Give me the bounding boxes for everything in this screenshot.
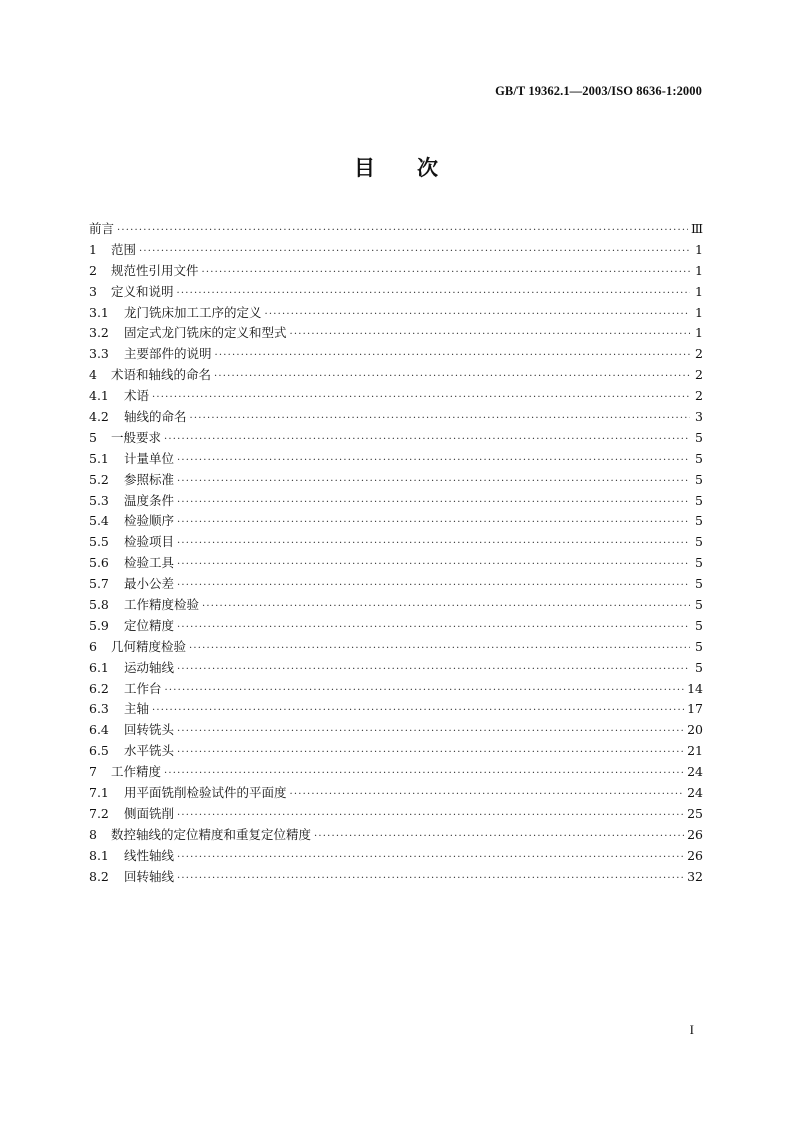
toc-entry-title: 计量单位 [124, 450, 175, 466]
toc-entry-page: 26 [687, 826, 703, 842]
toc-dot-leader [117, 221, 688, 242]
toc-entry-number: 3 [89, 283, 97, 299]
toc-entry-title: 定位精度 [124, 617, 175, 633]
toc-entry-number: 5.3 [89, 492, 109, 508]
toc-entry[interactable] [89, 867, 703, 888]
toc-entry[interactable] [89, 511, 703, 532]
toc-dot-leader [177, 493, 690, 514]
toc-entry-number: 6.3 [89, 701, 109, 717]
toc-entry-number: 5 [89, 429, 97, 445]
toc-entry-title: 定义和说明 [111, 283, 174, 299]
toc-entry-page: 25 [687, 805, 703, 821]
toc-entry-page: 20 [687, 722, 703, 738]
toc-entry-page: 24 [687, 764, 703, 780]
toc-dot-leader [177, 555, 690, 576]
toc-entry[interactable] [89, 532, 703, 553]
toc-entry-page: 5 [695, 597, 703, 613]
toc-entry[interactable] [89, 804, 703, 825]
toc-dot-leader [202, 597, 690, 618]
toc-entry-number: 6.4 [89, 722, 109, 738]
toc-entry-title: 工作精度检验 [124, 597, 200, 613]
toc-entry-title: 回转铣头 [124, 722, 175, 738]
toc-dot-leader [177, 743, 684, 764]
toc-entry-number: 1 [89, 241, 97, 257]
table-of-contents [89, 219, 703, 888]
toc-entry-page: 32 [687, 868, 703, 884]
toc-dot-leader [214, 367, 690, 388]
toc-entry-title: 数控轴线的定位精度和重复定位精度 [111, 826, 312, 842]
toc-entry-title: 运动轴线 [124, 659, 175, 675]
toc-entry[interactable] [89, 762, 703, 783]
toc-entry[interactable] [89, 407, 703, 428]
toc-dot-leader [189, 639, 690, 660]
toc-dot-leader [177, 534, 690, 555]
toc-entry-title: 水平铣头 [124, 743, 175, 759]
toc-entry-number: 7.1 [89, 785, 109, 801]
toc-entry-page: 24 [687, 785, 703, 801]
toc-entry-page: 5 [695, 450, 703, 466]
toc-entry[interactable] [89, 699, 703, 720]
toc-entry-title: 术语和轴线的命名 [111, 367, 212, 383]
toc-entry[interactable] [89, 219, 703, 240]
toc-dot-leader [177, 806, 684, 827]
toc-entry-page: 26 [687, 847, 703, 863]
toc-entry-title: 检验项目 [124, 534, 175, 550]
toc-dot-leader [190, 409, 690, 430]
toc-entry-page: 5 [695, 471, 703, 487]
toc-entry-page: 5 [695, 617, 703, 633]
toc-dot-leader [177, 472, 690, 493]
toc-entry-page: 1 [695, 325, 703, 341]
toc-entry[interactable] [89, 323, 703, 344]
toc-entry-number: 2 [89, 262, 97, 278]
toc-entry-number: 7.2 [89, 805, 109, 821]
toc-entry-page: 2 [695, 367, 703, 383]
toc-entry-page: 17 [687, 701, 703, 717]
toc-dot-leader [177, 848, 684, 869]
toc-entry-number: 3.3 [89, 346, 109, 362]
toc-dot-leader [215, 346, 690, 367]
toc-dot-leader [164, 764, 684, 785]
toc-entry-page: 2 [695, 346, 703, 362]
toc-entry-title: 工作台 [124, 680, 162, 696]
toc-entry-page: 1 [695, 241, 703, 257]
toc-entry[interactable] [89, 365, 703, 386]
toc-entry-title: 侧面铣削 [124, 805, 175, 821]
toc-entry-page: 5 [695, 576, 703, 592]
toc-entry[interactable] [89, 825, 703, 846]
toc-entry-number: 6 [89, 638, 97, 654]
toc-dot-leader [177, 722, 684, 743]
toc-entry-title: 回转轴线 [124, 868, 175, 884]
toc-entry-title: 固定式龙门铣床的定义和型式 [124, 325, 287, 341]
toc-entry-number: 5.1 [89, 450, 109, 466]
toc-entry-title: 主要部件的说明 [124, 346, 212, 362]
page-title [0, 152, 794, 182]
toc-entry-number: 5.9 [89, 617, 109, 633]
toc-dot-leader [290, 785, 685, 806]
toc-entry-number: 4.2 [89, 409, 109, 425]
toc-entry-title: 几何精度检验 [111, 638, 187, 654]
toc-entry-title: 检验工具 [124, 555, 175, 571]
toc-entry-title: 主轴 [124, 701, 150, 717]
toc-entry-number: 3.1 [89, 304, 109, 320]
toc-dot-leader [139, 242, 690, 263]
toc-entry[interactable] [89, 261, 703, 282]
toc-dot-leader [177, 284, 690, 305]
toc-entry-page: 14 [687, 680, 703, 696]
toc-entry-page: 1 [695, 283, 703, 299]
toc-entry[interactable] [89, 658, 703, 679]
toc-entry-number: 8.1 [89, 847, 109, 863]
toc-dot-leader [177, 451, 690, 472]
toc-entry[interactable] [89, 344, 703, 365]
toc-entry[interactable] [89, 240, 703, 261]
toc-entry-title: 前言 [89, 221, 115, 236]
toc-entry-number: 5.7 [89, 576, 109, 592]
toc-entry-number: 8 [89, 826, 97, 842]
toc-entry-title: 参照标准 [124, 471, 175, 487]
toc-entry-title: 范围 [111, 241, 137, 257]
standard-code: GB/T 19362.1—2003/ISO 8636-1:2000 [495, 84, 702, 98]
toc-entry-number: 4 [89, 367, 97, 383]
page-title-part1: 目 [354, 155, 377, 180]
toc-dot-leader [177, 513, 690, 534]
toc-entry-page: 2 [695, 388, 703, 404]
toc-entry[interactable] [89, 449, 703, 470]
toc-entry[interactable] [89, 846, 703, 867]
toc-entry[interactable] [89, 303, 703, 324]
toc-entry-page: 5 [695, 534, 703, 550]
toc-dot-leader [152, 701, 684, 722]
toc-entry[interactable] [89, 553, 703, 574]
toc-entry-title: 一般要求 [111, 429, 162, 445]
toc-entry-number: 3.2 [89, 325, 109, 341]
toc-entry-title: 术语 [124, 388, 150, 404]
toc-entry[interactable] [89, 720, 703, 741]
toc-entry[interactable] [89, 595, 703, 616]
toc-entry-number: 6.1 [89, 659, 109, 675]
toc-entry-title: 用平面铣削检验试件的平面度 [124, 785, 287, 801]
toc-dot-leader [165, 681, 685, 702]
toc-entry-page: 5 [695, 659, 703, 675]
toc-entry-page: 1 [695, 262, 703, 278]
toc-entry[interactable] [89, 574, 703, 595]
toc-entry[interactable] [89, 616, 703, 637]
toc-entry-title: 工作精度 [111, 764, 162, 780]
toc-entry-number: 5.5 [89, 534, 109, 550]
toc-entry-number: 7 [89, 764, 97, 780]
toc-entry-title: 温度条件 [124, 492, 175, 508]
toc-entry[interactable] [89, 741, 703, 762]
toc-entry-page: 5 [695, 492, 703, 508]
toc-entry-title: 龙门铣床加工工序的定义 [124, 304, 262, 320]
toc-entry-title: 规范性引用文件 [111, 262, 199, 278]
toc-entry-title: 最小公差 [124, 576, 175, 592]
toc-entry[interactable] [89, 428, 703, 449]
toc-entry-page: 3 [695, 409, 703, 425]
toc-entry[interactable] [89, 282, 703, 303]
toc-dot-leader [314, 827, 684, 848]
toc-entry[interactable] [89, 491, 703, 512]
toc-entry[interactable] [89, 386, 703, 407]
toc-dot-leader [177, 869, 684, 890]
toc-entry-page: 5 [695, 513, 703, 529]
toc-entry-title: 线性轴线 [124, 847, 175, 863]
toc-entry-page: 1 [695, 304, 703, 320]
page-title-part2: 次 [417, 155, 440, 180]
toc-dot-leader [177, 660, 690, 681]
toc-dot-leader [265, 305, 690, 326]
toc-entry[interactable] [89, 679, 703, 700]
toc-dot-leader [177, 618, 690, 639]
toc-entry-title: 轴线的命名 [124, 409, 187, 425]
toc-entry-page: Ⅲ [690, 221, 703, 236]
toc-dot-leader [202, 263, 690, 284]
toc-entry-number: 5.8 [89, 597, 109, 613]
toc-entry[interactable] [89, 470, 703, 491]
toc-entry[interactable] [89, 783, 703, 804]
toc-entry-number: 8.2 [89, 868, 109, 884]
toc-entry-page: 5 [695, 555, 703, 571]
toc-entry-number: 4.1 [89, 388, 109, 404]
toc-entry-page: 5 [695, 429, 703, 445]
toc-entry-number: 6.5 [89, 743, 109, 759]
toc-entry[interactable] [89, 637, 703, 658]
toc-entry-number: 5.4 [89, 513, 109, 529]
toc-dot-leader [177, 576, 690, 597]
toc-entry-page: 5 [695, 638, 703, 654]
toc-entry-title: 检验顺序 [124, 513, 175, 529]
toc-entry-number: 5.2 [89, 471, 109, 487]
page-number: I [689, 1022, 694, 1037]
toc-entry-number: 6.2 [89, 680, 109, 696]
toc-dot-leader [290, 325, 690, 346]
toc-entry-number: 5.6 [89, 555, 109, 571]
toc-dot-leader [152, 388, 690, 409]
toc-dot-leader [164, 430, 690, 451]
toc-entry-page: 21 [687, 743, 703, 759]
